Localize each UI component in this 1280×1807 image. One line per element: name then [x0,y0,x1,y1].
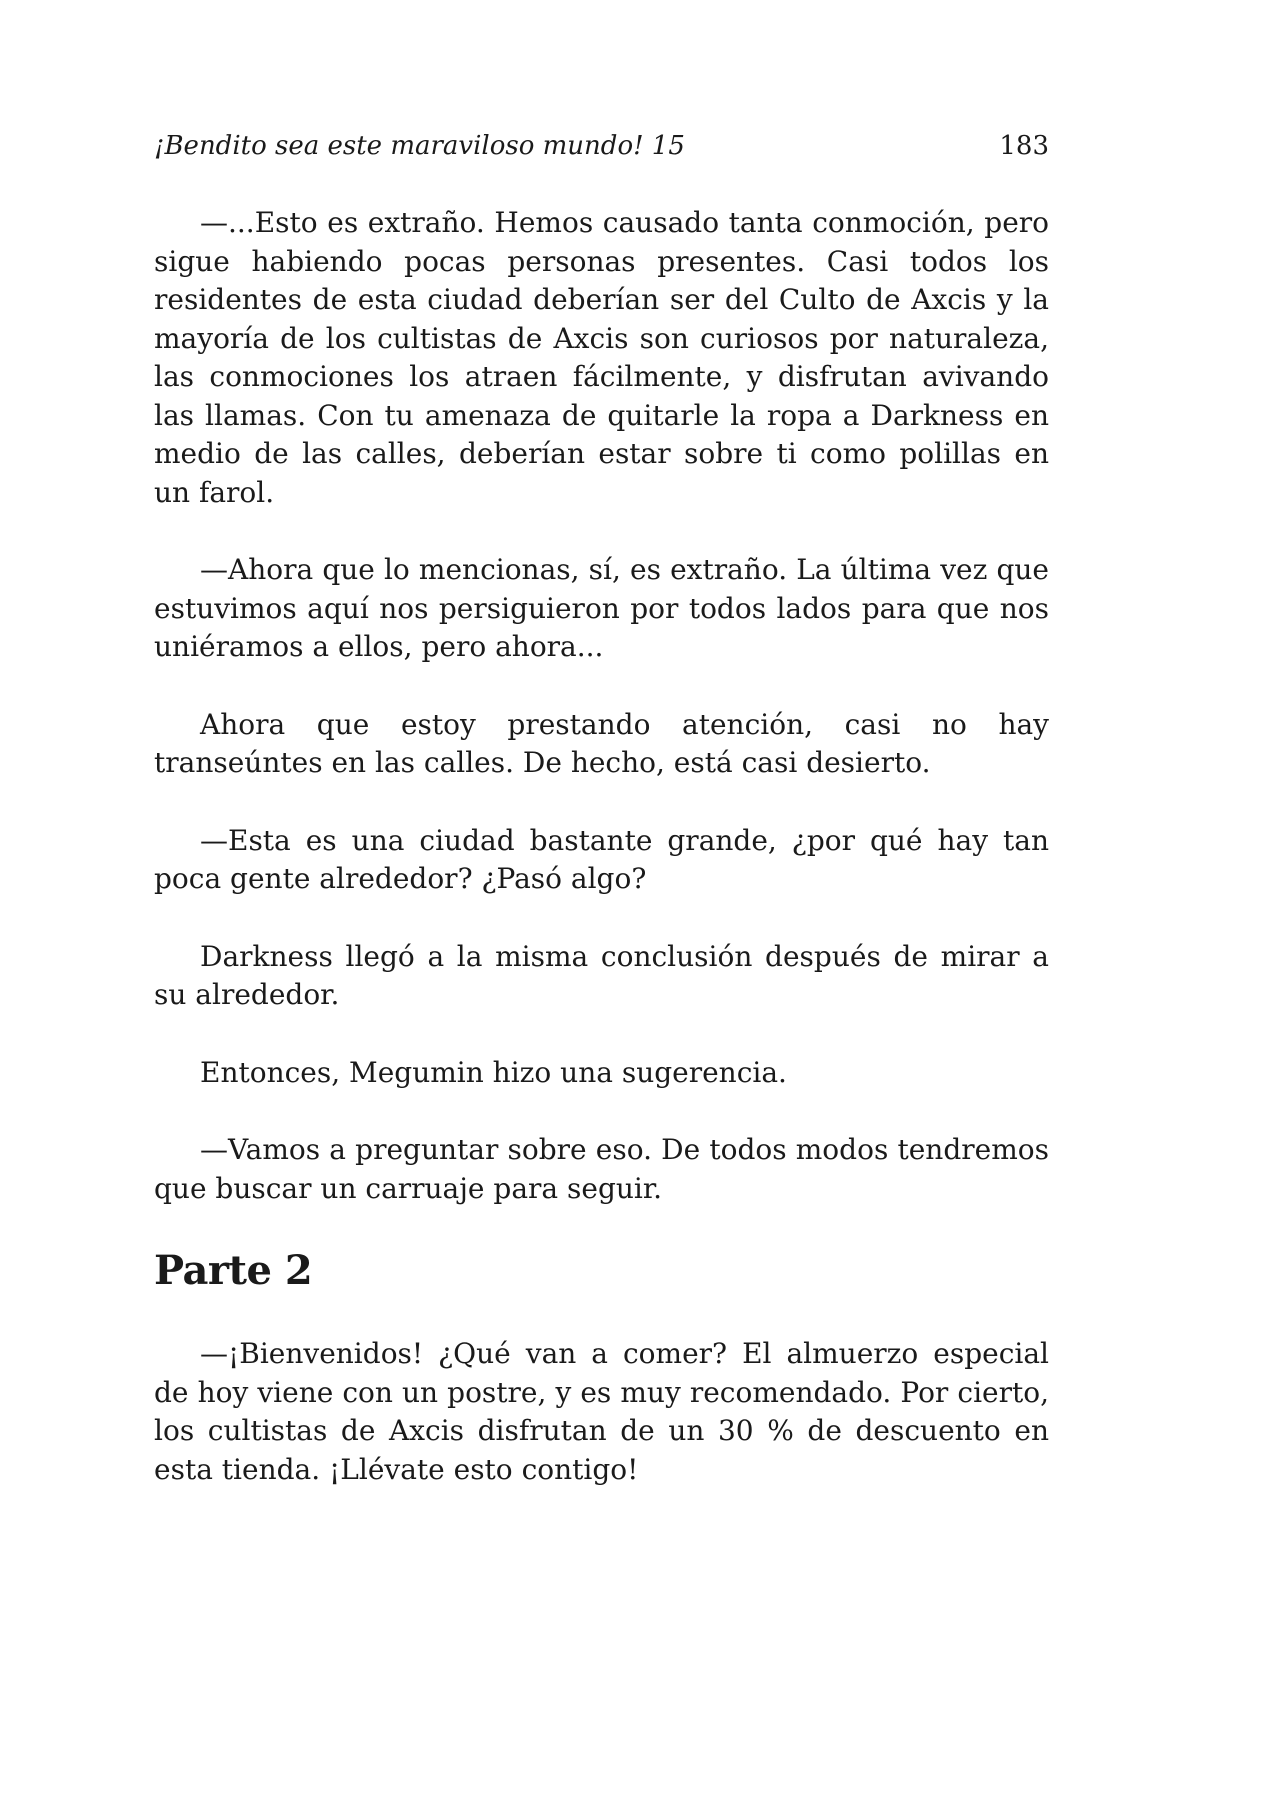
paragraph: —Vamos a preguntar sobre eso. De todos modos tendremos que buscar un carruaje para seguir. [154,1133,1049,1205]
book-title: ¡Bendito sea este maraviloso mundo! 15 [154,131,685,161]
paragraph: —Esta es una ciudad bastante grande, ¿por qué hay tan poca gente alrededor? ¿Pasó algo? [154,823,1049,895]
paragraph: Darkness llegó a la misma conclusión después de mirar a su alrededor. [154,939,1049,1011]
page-number: 183 [999,131,1049,161]
running-header [154,128,1049,164]
section-heading: Parte 2 [154,1247,313,1294]
paragraph: Entonces, Megumin hizo una sugerencia. [200,1055,787,1089]
book-page [154,128,1049,1528]
paragraph: —...Esto es extraño. Hemos causado tanta conmoción, pero sigue habiendo pocas personas presentes. Casi todos los residentes de esta ciudad deberían ser del Culto de Axcis y la mayoría de los cultistas de Axcis son curiosos por naturaleza, las conmociones los atraen fácilmente, y disfrutan avivando las llamas. Con tu amenaza de quitarle la ropa a Darkness en medio de las calles, deberían estar sobre ti como polillas en un farol. [154,206,1049,509]
paragraph: —¡Bienvenidos! ¿Qué van a comer? El almuerzo especial de hoy viene con un postre, y es muy recomendado. Por cierto, los cultistas de Axcis disfrutan de un 30 % de descuento en esta tienda. ¡Llévate esto contigo! [154,1337,1049,1486]
paragraph: —Ahora que lo mencionas, sí, es extraño. La última vez que estuvimos aquí nos persiguieron por todos lados para que nos uniéramos a ellos, pero ahora... [154,553,1049,663]
paragraph: Ahora que estoy prestando atención, casi no hay transeúntes en las calles. De hecho, está casi desierto. [154,707,1049,779]
body-text [154,204,1049,1489]
